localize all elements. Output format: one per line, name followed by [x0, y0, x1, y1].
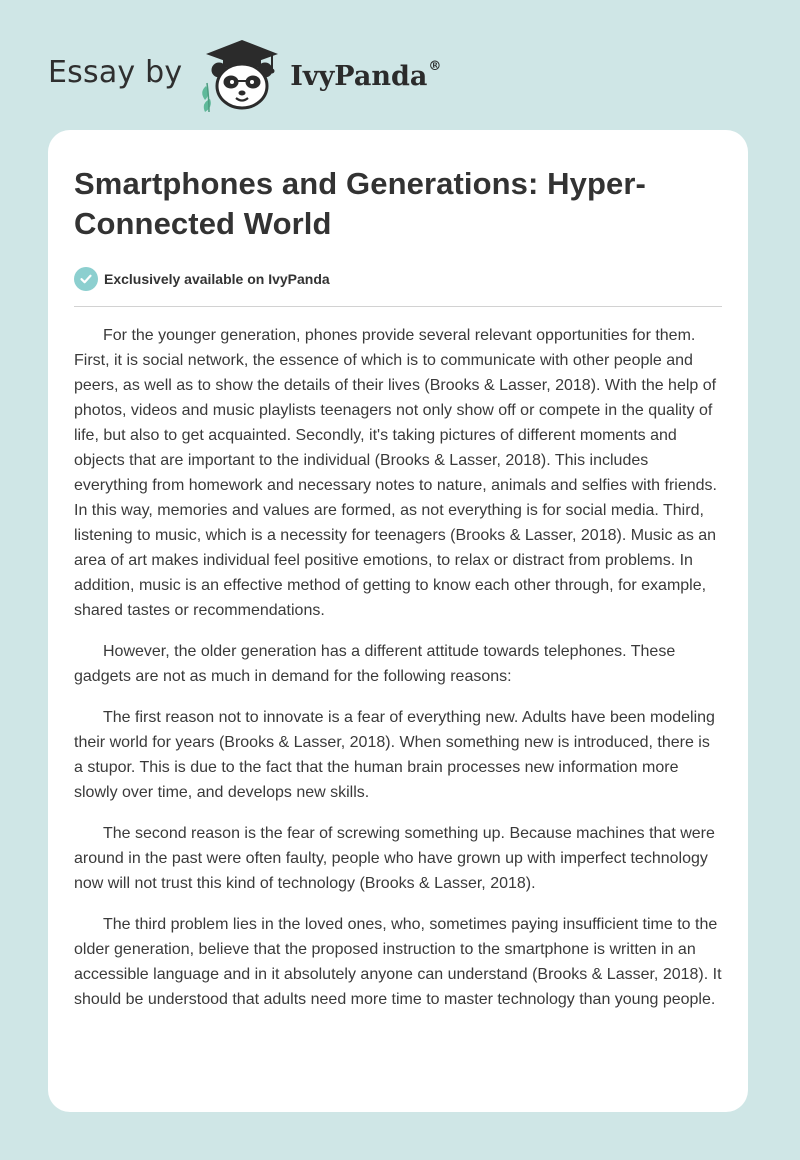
badge-text: Exclusively available on IvyPanda	[104, 271, 330, 287]
paragraph: The second reason is the fear of screwing something up. Because machines that were around in the past were often faulty, people who have grown up with imperfect technology now will not trust this kind of technology (Brooks & Lasser, 2018).	[74, 825, 715, 892]
paragraph: The first reason not to innovate is a fear of everything new. Adults have been modeling their world for years (Brooks & Lasser, 2018). When something new is introduced, there is a stupor. This is due to the fact that the human brain processes new information more slowly over time, and develops new skills.	[74, 709, 715, 801]
brand-header	[48, 36, 441, 112]
paragraph: The third problem lies in the loved ones, who, sometimes paying insufficient time to the older generation, believe that the proposed instruction to the smartphone is written in an accessible language and in it absolutely anyone can understand (Brooks & Lasser, 2018). It should be understood that adults need more time to master technology than young people.	[74, 916, 722, 1008]
essay-card	[48, 130, 748, 1112]
registered-mark: ®	[428, 58, 442, 74]
divider	[74, 306, 722, 307]
paragraph: For the younger generation, phones provide several relevant opportunities for them. First, it is social network, the essence of which is to communicate with other people and peers, as well as to show the details of their lives (Brooks & Lasser, 2018). With the help of photos, videos and music playlists teenagers not only show off or compete in the quality of life, but also to get acquainted. Secondly, it's taking pictures of different moments and objects that are important to the individual (Brooks & Lasser, 2018). This includes everything from homework and necessary notes to nature, animals and selfies with friends. In this way, memories and values are formed, as not everything is for social media. Third, listening to music, which is a necessity for teenagers (Brooks & Lasser, 2018). Music as an area of art makes individual feel positive emotions, to relax or distract from problems. In addition, music is an effective method of getting to know each other through, for example, shared tastes or recommendations.	[74, 327, 717, 619]
brand-prefix: Essay by	[48, 54, 183, 90]
paragraph: However, the older generation has a different attitude towards telephones. These gadgets are not as much in demand for the following reasons:	[74, 643, 676, 685]
essay-body	[74, 323, 722, 1012]
brand-name-text: IvyPanda	[290, 60, 428, 92]
brand-name	[290, 58, 442, 92]
ivypanda-logo-icon	[196, 36, 288, 112]
check-icon	[74, 267, 98, 291]
exclusive-badge	[74, 266, 722, 292]
essay-title: Smartphones and Generations: Hyper-Connected World	[74, 166, 646, 241]
